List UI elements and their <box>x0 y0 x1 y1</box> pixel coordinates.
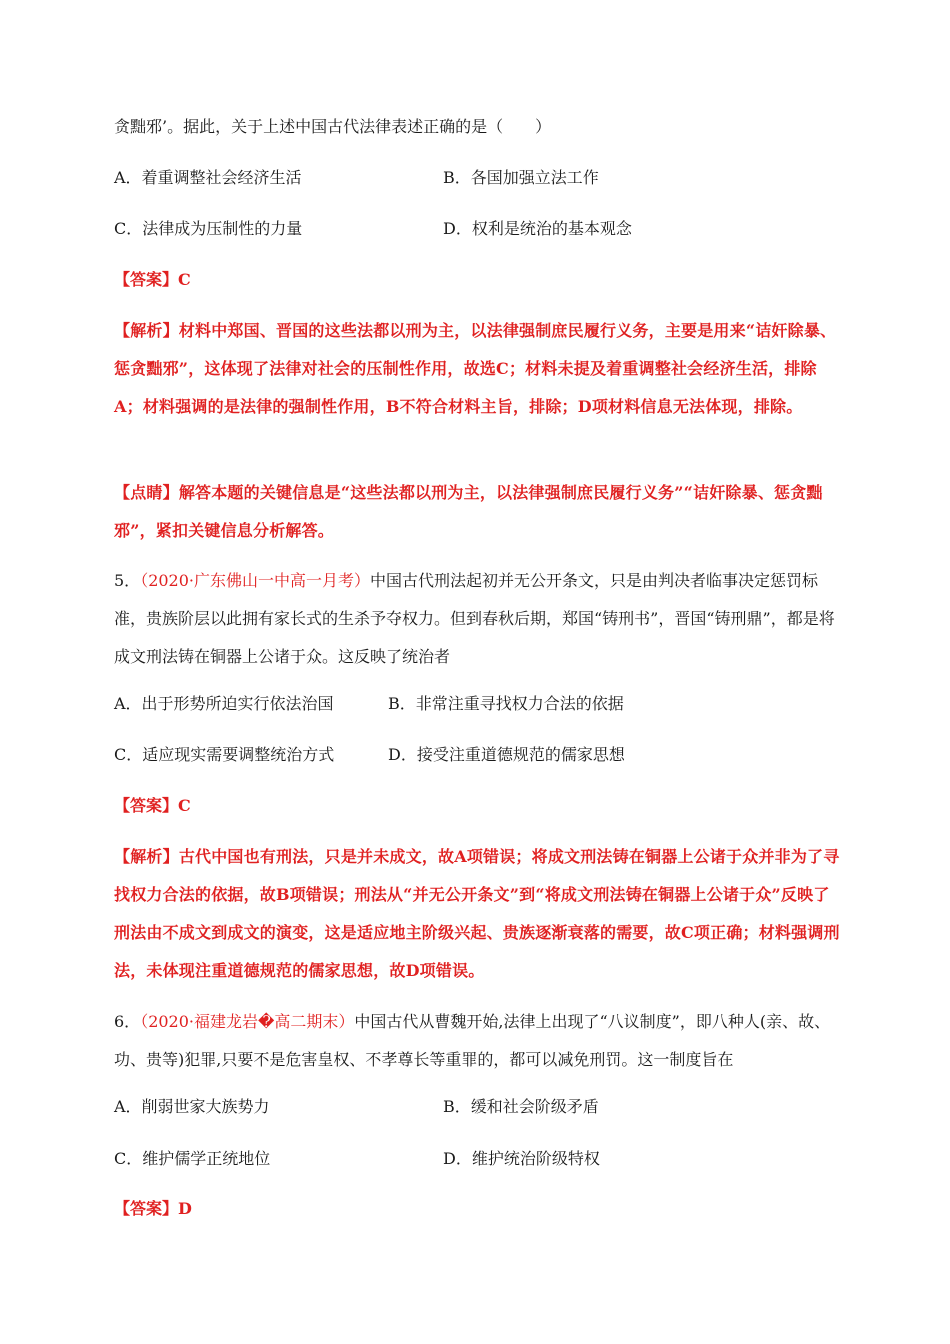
q5-stem <box>114 562 844 676</box>
analysis-text: 材料中郑国、晋国的这些法都以刑为主，以法律强制庶民履行义务，主要是用来“诘奸除暴、惩贪黜邪”，这体现了法律对社会的压制性作用，故选C；材料未提及着重调整社会经济生活，排除A；材料强调的是法律的强制性作用，B不符合材料主旨，排除；D项材料信息无法体现，排除。 <box>114 321 837 416</box>
q5-answer <box>114 796 844 816</box>
q5-number: 5． <box>114 571 141 590</box>
analysis-tag: 【解析】 <box>114 321 179 340</box>
answer-value: D <box>178 1199 192 1218</box>
q5-analysis <box>114 838 844 990</box>
point-text: 解答本题的关键信息是“这些法都以刑为主，以法律强制庶民履行义务”“诘奸除暴、惩贪黜邪”，紧扣关键信息分析解答。 <box>114 483 823 540</box>
answer-tag: 【答案】 <box>114 1199 179 1218</box>
point-tag: 【点睛】 <box>114 483 179 502</box>
q4-option-d: D．权利是统治的基本观念 <box>443 219 632 238</box>
answer-tag: 【答案】 <box>114 270 179 289</box>
q4-option-a: A．着重调整社会经济生活 <box>114 168 302 187</box>
answer-value: C <box>178 796 191 815</box>
q5-stem-text: 中国古代刑法起初并无公开条文，只是由判决者临事决定惩罚标准，贵族阶层以此拥有家长式的生杀予夺权力。但到春秋后期，郑国“铸刑书”，晋国“铸刑鼎”，都是将成文刑法铸在铜器上公诸于众。这反映了统治者 <box>114 571 835 666</box>
q4-option-b: B．各国加强立法工作 <box>443 168 599 187</box>
q5-option-d: D．接受注重道德规范的儒家思想 <box>388 745 625 764</box>
q4-answer <box>114 270 844 290</box>
q6-option-c: C．维护儒学正统地位 <box>114 1149 271 1168</box>
q6-option-d: D．维护统治阶级特权 <box>443 1149 600 1168</box>
q6-stem-text: 中国古代从曹魏开始,法律上出现了“八议制度”，即八种人(亲、故、功、贵等)犯罪,只要不是危害皇权、不孝尊长等重罪的，都可以减免刑罚。这一制度旨在 <box>114 1012 831 1069</box>
q6-option-b: B．缓和社会阶级矛盾 <box>443 1097 599 1116</box>
q6-number: 6． <box>114 1012 141 1031</box>
q5-source: （2020·广东佛山一中高一月考） <box>140 571 370 590</box>
q6-option-a: A．削弱世家大族势力 <box>114 1097 270 1116</box>
q6-source: （2020·福建龙岩�高二期末） <box>140 1012 355 1031</box>
q6-stem <box>114 1003 844 1079</box>
q4-point <box>114 474 844 550</box>
analysis-tag: 【解析】 <box>114 847 179 866</box>
q5-option-c: C．适应现实需要调整统治方式 <box>114 745 335 764</box>
q4-analysis <box>114 312 844 426</box>
q5-option-a: A．出于形势所迫实行依法治国 <box>114 694 334 713</box>
q6-answer <box>114 1199 844 1219</box>
q5-option-b: B．非常注重寻找权力合法的依据 <box>388 694 624 713</box>
analysis-text: 古代中国也有刑法，只是并未成文，故A项错误；将成文刑法铸在铜器上公诸于众并非为了寻找权力合法的依据，故B项错误；刑法从“并无公开条文”到“将成文刑法铸在铜器上公诸于众”反映了刑法由不成文到成文的演变，这是适应地主阶级兴起、贵族逐渐衰落的需要，故C项正确；材料强调刑法，未体现注重道德规范的儒家思想，故D项错误。 <box>114 847 840 980</box>
q4-stem-tail: 贪黜邪’。据此，关于上述中国古代法律表述正确的是（ ） <box>114 117 552 136</box>
answer-tag: 【答案】 <box>114 796 179 815</box>
answer-value: C <box>178 270 191 289</box>
q4-option-c: C．法律成为压制性的力量 <box>114 219 303 238</box>
